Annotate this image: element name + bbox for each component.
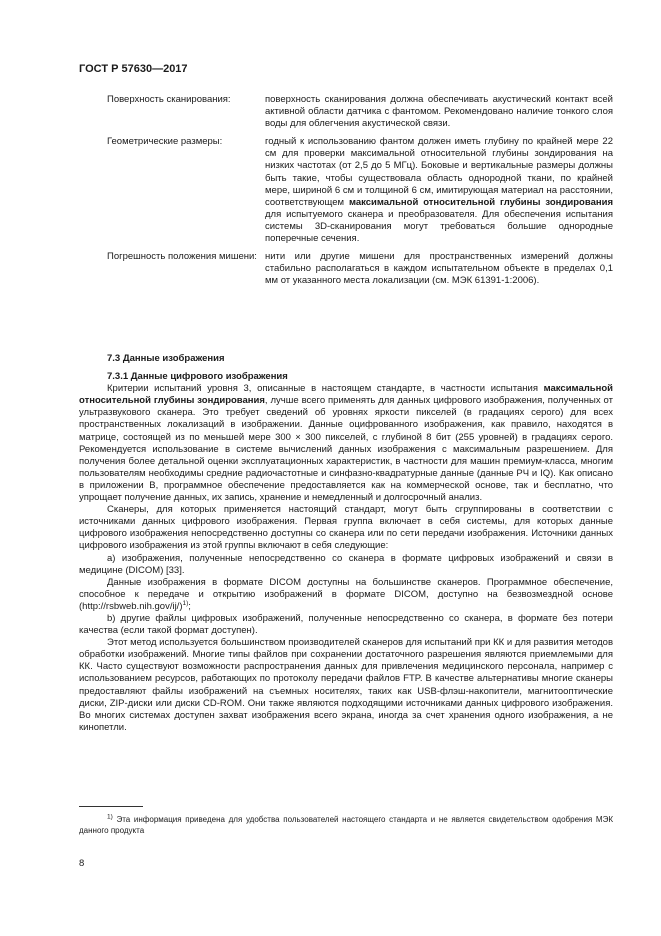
- definition-term: Погрешность положения мишени:: [107, 251, 257, 263]
- footnote-text: Эта информация приведена для удобства пользователей настоящего стандарта и не является свидетельством одобрения МЭК данного продукта: [79, 815, 613, 835]
- definition-row: [79, 136, 613, 245]
- section-heading: 7.3 Данные изображения: [107, 353, 225, 364]
- footnote-reference: 1): [182, 599, 189, 607]
- definition-list: [79, 94, 613, 293]
- page-number: 8: [79, 858, 85, 869]
- paragraph: [79, 577, 613, 613]
- section-body: [79, 353, 613, 734]
- definition-description: нити или другие мишени для пространственных измерений должны стабильно располагаться в каждом испытательном объекте в пределах 0,1 мм от указанного места локализации (см. МЭК 61391-1:2006).: [265, 251, 613, 287]
- paragraph-text: ;: [188, 600, 191, 612]
- definition-description: [265, 136, 613, 245]
- paragraph: [79, 383, 613, 504]
- paragraph: Сканеры, для которых применяется настоящий стандарт, могут быть сгруппированы в соответствии с источниками данных цифрового изображения. Первая группа включает в себя системы, для которых данные цифрового изображения непосредственно доступны со сканера или по сети передачи изображения. Источники данных цифрового изображения из этой группы включают в себя следующие:: [79, 504, 613, 552]
- list-item-b: b) другие файлы цифровых изображений, полученные непосредственно со сканера, в формате без потери качества (если такой формат доступен).: [79, 612, 613, 637]
- definition-row: [79, 94, 613, 130]
- definition-description: поверхность сканирования должна обеспечивать акустический контакт всей активной области датчика с фантомом. Рекомендовано наличие тонкого слоя воды для облегчения акустической связи.: [265, 94, 613, 130]
- definition-row: [79, 251, 613, 287]
- paragraph-text: , лучше всего применять для данных цифрового изображения, полученных от ультразвукового сканера. Это требует сведений об уровнях яркости пикселей (в градациях серого) для всех пространственных локализаций в изображении. Данные оцифрованного изображения, как правило, находятся в матрице, состоящей из по меньшей мере 300 × 300 пикселей, с глубиной 8 бит (255 уровней) в градациях серого. Рекомендуется использование в системе вычислений данных изображения с максимальным разрешением. Для получения более детальной оценки эксплуатационных характеристик, в частности для машин премиум-класса, многим пользователям необходимы средние радиочастотные и синфазно-квадратурные данные (данные РЧ и IQ). Как описано в приложении В, программное обеспечение предоставляется как на коммерческой основе, так и бесплатно, что упрощает получение данных, их запись, хранение и немедленный и долгосрочный анализ.: [79, 395, 613, 504]
- paragraph-text: Данные изображения в формате DICOM доступны на большинстве сканеров. Программное обеспечение, способное к передаче и открытию изображений в формате DICOM, доступно на безвозмездной основе (http://rsbweb.nih.gov/ij/): [79, 576, 613, 612]
- paragraph-text: Критерии испытаний уровня 3, описанные в настоящем стандарте, в частности испытания: [107, 383, 544, 395]
- definition-term: Геометрические размеры:: [107, 136, 223, 148]
- subsection-heading: 7.3.1 Данные цифрового изображения: [107, 371, 288, 383]
- list-item-a: а) изображения, полученные непосредственно со сканера в формате цифровых изображений и связи в медицине (DICOM) [33].: [79, 552, 613, 576]
- footnote-divider: [79, 806, 143, 807]
- definition-term: Поверхность сканирования:: [107, 94, 231, 105]
- definition-text: для испытуемого сканера и преобразователя. Для обеспечения испытания системы 3D-сканирования могут требоваться большие однородные поперечные сечения.: [265, 208, 613, 245]
- definition-emphasis: максимальной относительной глубины зондирования: [348, 196, 613, 208]
- definition-text: годный к использованию фантом должен иметь глубину по крайней мере 22 см для проверки максимальной относительной глубины зондирования на низких частотах (от 2,5 до 5 МГц). Боковые и вертикальные размеры должны быть такие, чтобы существовала область однородной ткани, по крайней мере, шириной 6 см и толщиной 6 см, имитирующая материал на расстоянии, соответствующем: [265, 136, 613, 208]
- standard-header: ГОСТ Р 57630—2017: [79, 63, 188, 75]
- paragraph: Этот метод используется большинством производителей сканеров для испытаний при КК и для развития методов обработки изображений. Многие типы файлов при сохранении достаточного разрешения являются приемлемыми для КК. Часто существуют возможности распространения данных для привлечения медицинского персонала, например с использованием ресурсов, работающих по протоколу передачи файлов FTP. В качестве альтернативы многие сканеры предоставляют файлы изображений на съемных носителях, таких как USB-флэш-накопители, магнитооптические диски, ZIP-диски или диски CD-ROM. Они также являются подходящими источниками данных цифрового изображения. Во многих системах доступен захват изображения всего экрана, иногда за счет хранения одного изображения, а не кинопетли.: [79, 637, 613, 733]
- footnote-marker: 1): [107, 813, 113, 821]
- paragraph-emphasis: максимальной относительной глубины зондирования: [79, 383, 613, 407]
- footnote: [79, 814, 613, 836]
